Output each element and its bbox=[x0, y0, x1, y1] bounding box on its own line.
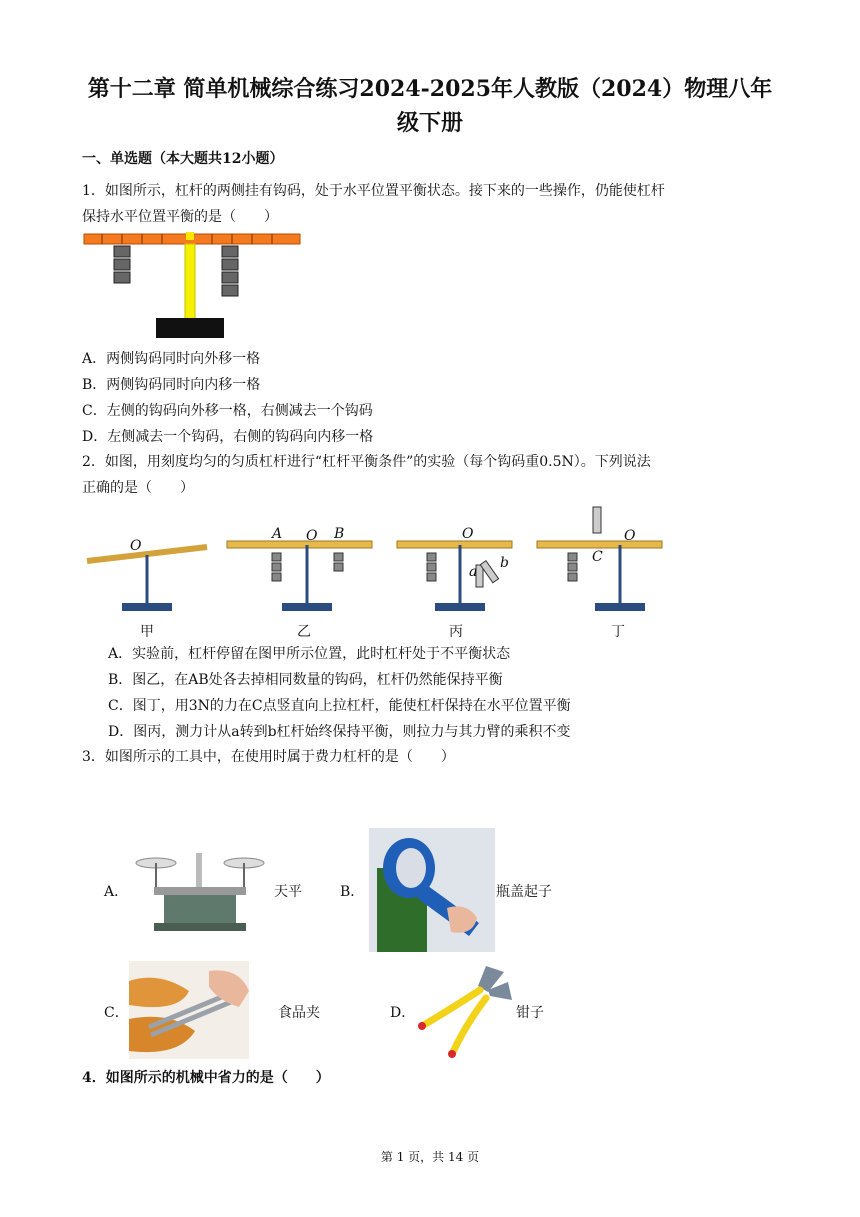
q3-c-letter: C． bbox=[104, 1005, 129, 1021]
q3-d-name: 钳子 bbox=[516, 1005, 544, 1021]
q2-point-a-small: a bbox=[469, 564, 478, 580]
q2-point-o-yi: O bbox=[306, 528, 318, 544]
q2-point-a: A bbox=[272, 526, 283, 542]
q3-food-tongs-image bbox=[129, 961, 249, 1059]
q2-point-o-ding: O bbox=[624, 528, 636, 544]
q3-bottle-opener-image bbox=[369, 828, 495, 952]
q2-fig-label-ding: 丁 bbox=[611, 624, 625, 640]
q2-stem-line2: 正确的是（ ） bbox=[82, 480, 194, 496]
q3-b-letter: B． bbox=[340, 884, 365, 900]
q1-stem-line2: 保持水平位置平衡的是（ ） bbox=[82, 209, 278, 225]
q1-option-d: D．左侧减去一个钩码，右侧的钩码向内移一格 bbox=[82, 429, 374, 445]
q2-point-b: B bbox=[334, 526, 345, 542]
q2-option-a: A．实验前，杠杆停留在图甲所示位置，此时杠杆处于不平衡状态 bbox=[108, 646, 511, 662]
q2-point-c: C bbox=[592, 549, 603, 565]
q3-balance-image bbox=[134, 851, 266, 933]
title-line-1: 第十二章 简单机械综合练习2024-2025年人教版（2024）物理八年 bbox=[87, 76, 773, 102]
q2-point-b-small: b bbox=[500, 555, 509, 571]
q3-a-letter: A． bbox=[104, 884, 129, 900]
q1-stem-line1: 1．如图所示，杠杆的两侧挂有钩码，处于水平位置平衡状态。接下来的一些操作，仍能使杠杆 bbox=[82, 183, 665, 199]
q2-point-o-jia: O bbox=[130, 538, 142, 554]
q2-fig-label-jia: 甲 bbox=[140, 624, 154, 640]
page-footer: 第 1 页，共 14 页 bbox=[380, 1150, 480, 1164]
q1-option-c: C．左侧的钩码向外移一格，右侧减去一个钩码 bbox=[82, 403, 373, 419]
q2-option-b: B．图乙，在AB处各去掉相同数量的钩码，杠杆仍然能保持平衡 bbox=[108, 672, 503, 688]
document-title bbox=[60, 72, 800, 140]
q1-lever-figure bbox=[82, 230, 302, 342]
q3-c-name: 食品夹 bbox=[278, 1005, 320, 1021]
q1-option-b: B．两侧钩码同时向内移一格 bbox=[82, 377, 261, 393]
q2-fig-label-yi: 乙 bbox=[297, 624, 311, 640]
q2-point-o-bing: O bbox=[462, 526, 474, 542]
section-heading: 一、单选题（本大题共12小题） bbox=[82, 151, 284, 167]
q2-option-d: D．图丙，测力计从a转到b杠杆始终保持平衡，则拉力与其力臂的乘积不变 bbox=[108, 724, 571, 740]
q1-option-a: A．两侧钩码同时向外移一格 bbox=[82, 351, 261, 367]
title-line-2: 级下册 bbox=[396, 110, 463, 136]
q3-stem: 3．如图所示的工具中，在使用时属于费力杠杆的是（ ） bbox=[82, 749, 455, 765]
q4-stem: 4．如图所示的机械中省力的是（ ） bbox=[82, 1070, 330, 1086]
q3-b-name: 瓶盖起子 bbox=[496, 884, 552, 900]
q2-option-c: C．图丁，用3N的力在C点竖直向上拉杠杆，能使杠杆保持在水平位置平衡 bbox=[108, 698, 571, 714]
q3-a-name: 天平 bbox=[274, 884, 302, 900]
q3-pliers-image bbox=[416, 962, 516, 1060]
q2-fig-label-bing: 丙 bbox=[449, 624, 463, 640]
q2-stem-line1: 2．如图，用刻度均匀的匀质杠杆进行“杠杆平衡条件”的实验（每个钩码重0.5N）。下列说法 bbox=[82, 454, 651, 470]
q3-d-letter: D． bbox=[390, 1005, 416, 1021]
